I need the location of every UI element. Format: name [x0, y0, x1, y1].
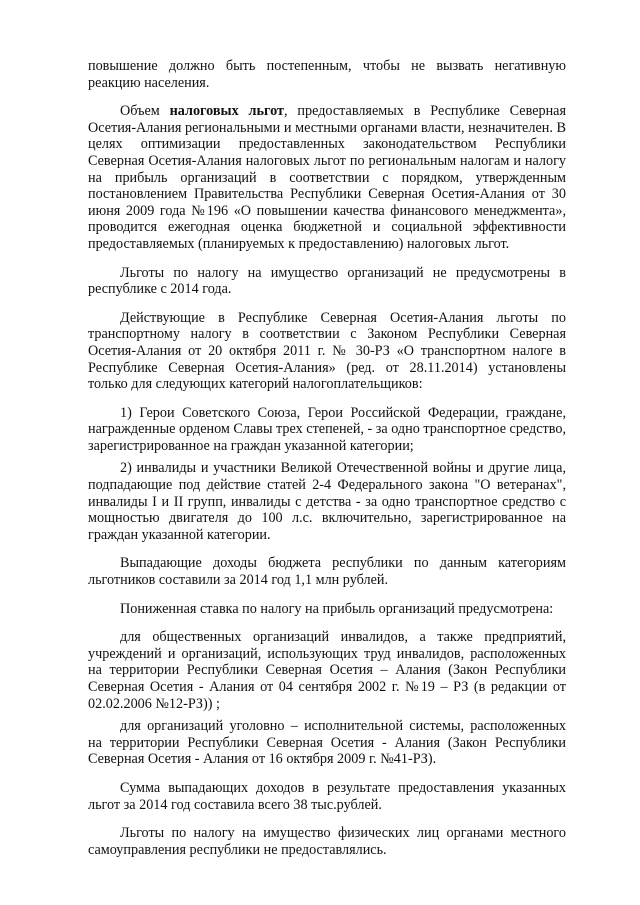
bold-term-tax-benefits: налоговых льгот [169, 103, 284, 120]
paragraph-lost-revenue: Выпадающие доходы бюджета республики по данным категориям льготников составили за 2014 год 1,1 млн рублей. [88, 555, 566, 589]
paragraph-tax-benefits-volume [88, 103, 566, 252]
paragraph-disabled-orgs: для общественных организаций инвалидов, а также предприятий, учреждений и организаций, использующих труд инвалидов, расположенных на территории Республики Северная Осетия – Алания (Закон Республики Северная Осетия - Алания от 04 сентября 2002 г. №19 – РЗ (в редакции от 02.02.2006 №12-РЗ)) ; [88, 629, 566, 712]
paragraph-transport-tax: Действующие в Республике Северная Осетия-Алания льготы по транспортному налогу в соответствии с Законом Республики Северная Осетия-Алания от 20 октября 2011 г. № 30-РЗ «О транспортном налоге в Республике Северная Осетия-Алания» (ред. от 28.11.2014) установлены только для следующих категорий налогоплательщиков: [88, 309, 566, 393]
paragraph-reduced-rate: Пониженная ставка по налогу на прибыль организаций предусмотрена: [120, 600, 554, 617]
list-item-veterans: 2) инвалиды и участники Великой Отечественной войны и другие лица, подпадающие под действие статей 2-4 Федерального закона "О ветеранах", инвалиды I и II групп, инвалиды с детства - за одно транспортное средство с мощностью двигателя до 100 л.с. включительно, зарегистрированное на граждан указанной категории. [88, 460, 566, 543]
list-item-heroes: 1) Герои Советского Союза, Герои Российской Федерации, граждане, награжденные орденом Славы трех степеней, - за одно транспортное средство, зарегистрированное на граждан указанной категории; [88, 404, 566, 454]
paragraph-penal-orgs: для организаций уголовно – исполнительной системы, расположенных на территории Республики Северная Осетия - Алания (Закон Республики Северная Осетия - Алания от 16 октября 2009 г. №41-РЗ). [88, 718, 566, 768]
paragraph-personal-property: Льготы по налогу на имущество физических лиц органами местного самоуправления республики не предоставлялись. [88, 825, 566, 858]
paragraph-property-tax: Льготы по налогу на имущество организаций не предусмотрены в республике с 2014 года. [88, 264, 566, 298]
paragraph-rest: , предоставляемых в Республике Северная Осетия-Алания региональными и местными органами власти, незначителен. В целях оптимизации предоставленных законодательством Республики Северная Осетия-Алания налоговых льгот по региональным налогам и налогу на прибыль организаций в соответствии с порядком, утвержденным постановлением Правительства Республики Северная Осетия-Алания от 30 июня 2009 года №196 «О повышении качества финансового менеджмента», проводится ежегодная оценка бюджетной и социальной эффективности предоставляемых (планируемых к предоставлению) налоговых льгот. [88, 103, 566, 252]
paragraph-continuation: повышение должно быть постепенным, чтобы не вызвать негативную реакцию населения. [88, 58, 566, 91]
paragraph-lost-revenue-sum: Сумма выпадающих доходов в результате предоставления указанных льгот за 2014 год составила всего 38 тыс.рублей. [88, 779, 566, 813]
paragraph-lead: Объем [120, 103, 170, 120]
document-page [88, 58, 566, 870]
